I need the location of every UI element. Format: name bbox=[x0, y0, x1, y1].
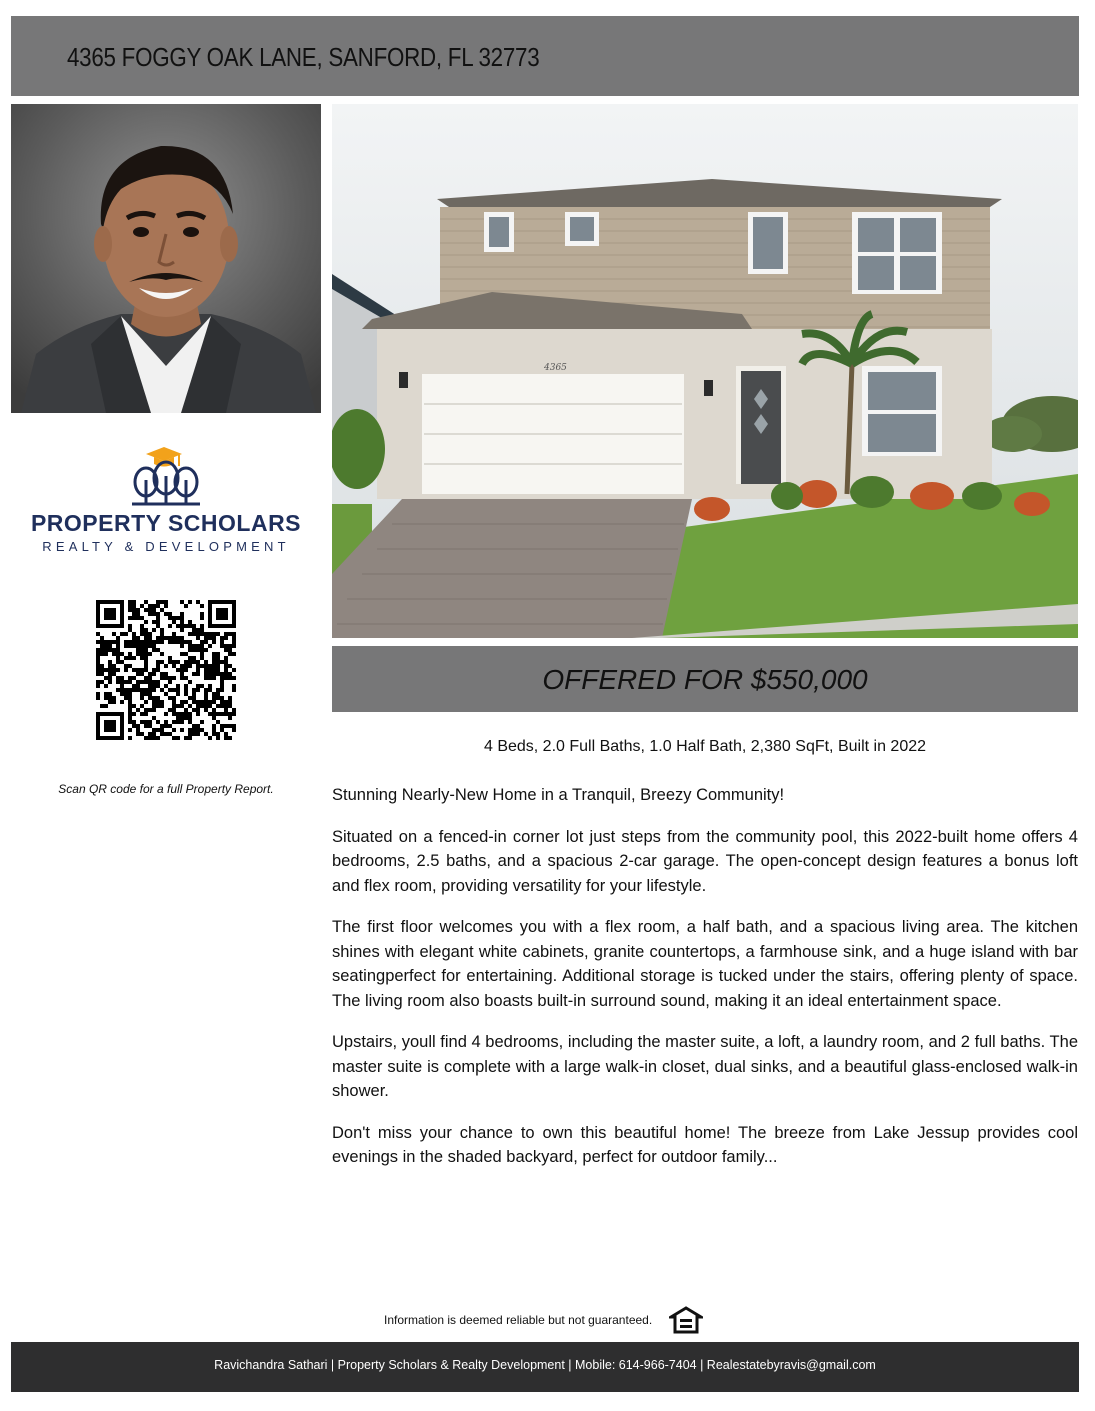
property-address: 4365 FOGGY OAK LANE, SANFORD, FL 32773 bbox=[67, 42, 540, 72]
disclaimer: Information is deemed reliable but not guaranteed. bbox=[384, 1313, 653, 1327]
qr-code-icon[interactable] bbox=[96, 600, 236, 740]
price-bar bbox=[332, 646, 1078, 712]
listing-price: OFFERED FOR $550,000 bbox=[542, 664, 868, 695]
property-photo bbox=[332, 104, 1078, 638]
house-number-plate: 4365 bbox=[544, 363, 567, 373]
header-bar bbox=[11, 16, 1079, 96]
description-paragraph: Upstairs, youll find 4 bedrooms, including the master suite, a loft, a laundry room, and 2 full baths. The master suite is complete with a large walk-in closet, dual sinks, and a beautiful glass-enclosed walk-in shower. bbox=[332, 1033, 1078, 1100]
brand-name: PROPERTY SCHOLARS bbox=[30, 510, 302, 536]
footer-bar bbox=[11, 1342, 1079, 1392]
agent-photo bbox=[11, 104, 321, 413]
agent-contact: Ravichandra Sathari | Property Scholars & Realty Development | Mobile: 614-966-7404 | Realestatebyravis@gmail.com bbox=[214, 1358, 876, 1372]
property-description bbox=[332, 783, 1078, 1187]
description-paragraph: The first floor welcomes you with a flex room, a half bath, and a spacious living area. The kitchen shines with elegant white cabinets, granite countertops, a farmhouse sink, and a huge island with bar seatingperfect for entertaining. Additional storage is tucked under the stairs, offering plenty of space. The living room also boasts built-in surround sound, making it an ideal entertainment space. bbox=[332, 918, 1078, 1010]
description-paragraph: Don't miss your chance to own this beautiful home! The breeze from Lake Jessup provides cool evenings in the shaded backyard, perfect for outdoor family... bbox=[332, 1123, 1078, 1166]
brand-logo bbox=[21, 444, 311, 564]
brand-tagline: REALTY & DEVELOPMENT bbox=[42, 539, 290, 554]
description-paragraph: Situated on a fenced-in corner lot just steps from the community pool, this 2022-built home offers 4 bedrooms, 2.5 baths, and a spacious 2-car garage. The open-concept design features a bonus loft and flex room, providing versatility for your lifestyle. bbox=[332, 827, 1078, 895]
property-specs: 4 Beds, 2.0 Full Baths, 1.0 Half Bath, 2,380 SqFt, Built in 2022 bbox=[483, 738, 927, 755]
description-headline: Stunning Nearly-New Home in a Tranquil, Breezy Community! bbox=[332, 786, 785, 804]
equal-housing-icon bbox=[669, 1306, 703, 1334]
property-scholars-logo-icon bbox=[126, 444, 206, 506]
qr-caption: Scan QR code for a full Property Report. bbox=[58, 782, 274, 796]
